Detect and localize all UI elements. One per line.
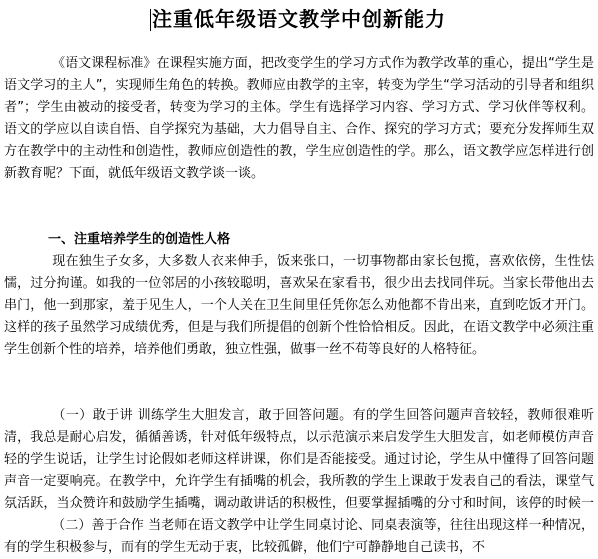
paragraph-intro: [4, 53, 594, 229]
paragraph-body-2-text: （一）敢于讲 训练学生大胆发言，敢于回答问题。有的学生回答问题声音较轻，教师很难听清，我总是耐心启发，循循善诱，针对低年级特点，以示范演示来启发学生大胆发言，如老师模仿声音轻的学生说话，让学生讨论假如老师这样讲课，你们是否能接受。通过讨论，学生从中懂得了回答问题声音一定要响亮。在教学中，允许学生有插嘴的机会，我所教的学生上课敢于发表自己的看法，课堂气氛活跃，当众赞许和鼓励学生插嘴，调动敢讲话的积极性，但要掌握插嘴的分寸和时间，该停的时候一: [4, 408, 594, 511]
paragraph-body-3-text: （二）善于合作 当老师在语文教学中让学生同桌讨论、同桌表演等，往往出现这样一种情况，有的学生积极参与，而有的学生无动于衷，比较孤僻，他们宁可静静地自己读书，不: [4, 518, 594, 555]
paragraph-body-2: [4, 405, 594, 515]
page-title: 注重低年级语文教学中创新能力: [152, 7, 446, 31]
text-cursor: [150, 9, 151, 31]
paragraph-intro-text: 《语文课程标准》在课程实施方面，把改变学生的学习方式作为教学改革的重心，提出“学生是语文学习的主人”，实现师生角色的转换。教师应由教学的主宰，转变为学生“学习活动的引导者和组织者”；学生由被动的接受者，转变为学习的主体。学生有选择学习内容、学习方式、学习伙伴等权利。语文的学应以自读自悟、自学探究为基础，大力倡导自主、合作、探究的学习方式；要充分发挥师生双方在教学中的主动性和创造性，教师应创造性的教，学生应创造性的学。那么，语文教学应怎样进行创新教育呢？下面，就低年级语文教学谈一谈。: [4, 56, 594, 181]
paragraph-body-3: [4, 515, 594, 555]
paragraph-body-1: [4, 251, 594, 405]
paragraph-body-1-text: 现在独生子女多，大多数人衣来伸手，饭来张口，一切事物都由家长包揽，喜欢依傍，生性怯懦，过分拘谨。如我的一位邻居的小孩较聪明，喜欢呆在家看书，很少出去找同伴玩。当家长带他出去串门，他一到那家，羞于见生人，一个人关在卫生间里任凭你怎么劝他都不肯出来，直到吃饭才开门。这样的孩子虽然学习成绩优秀，但是与我们所提倡的创新个性恰恰相反。因此，在语文教学中必须注重学生创新个性的培养，培养他们勇敢，独立性强，做事一丝不苟等良好的人格特征。: [4, 254, 594, 357]
section-heading: 一、注重培养学生的创造性人格: [48, 232, 231, 247]
